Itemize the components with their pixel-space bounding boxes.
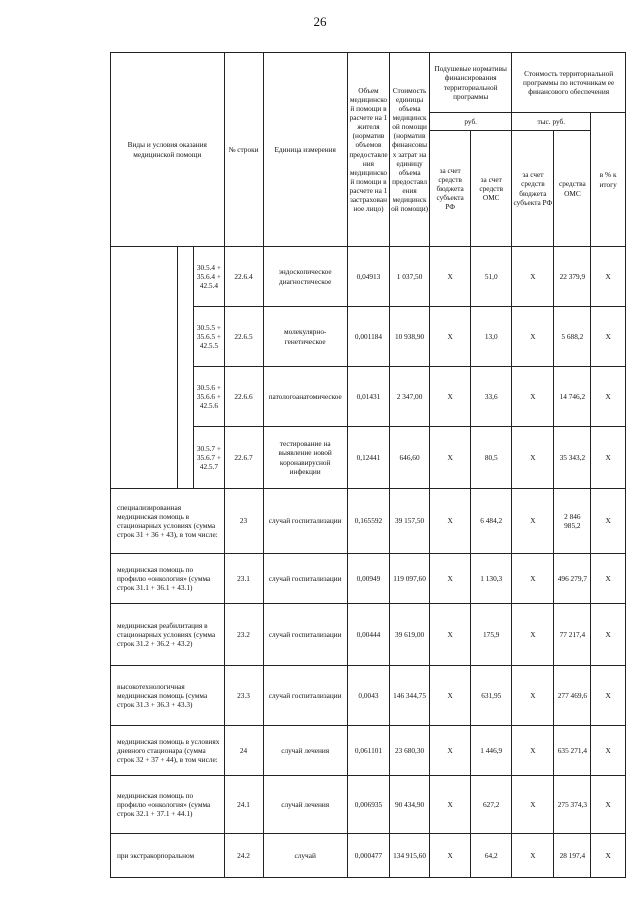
- header-cost-group: Стоимость территориальной программы по источникам ее финансового обеспечения: [512, 53, 626, 113]
- cost-oms: 635 271,4: [554, 726, 591, 776]
- row-number: 24.2: [224, 834, 263, 878]
- unit: тестирование на выявление новой коронавирусной инфекции: [263, 427, 347, 489]
- row-label: высокотехнологичная медицинская помощь (сумма строк 31.3 + 36.3 + 43.3): [111, 666, 225, 726]
- cost: 146 344,75: [390, 666, 430, 726]
- table-row: [111, 834, 626, 878]
- header-per-capita-group: Подушевые нормативы финансирования территориальной программы: [430, 53, 512, 113]
- cost-budget: X: [512, 554, 554, 604]
- pc-oms: 13,0: [471, 307, 512, 367]
- pc-budget: X: [430, 554, 471, 604]
- financing-table: [110, 52, 626, 878]
- row-number: 23: [224, 489, 263, 554]
- row-label: медицинская помощь по профилю «онкология» (сумма строк 31.1 + 36.1 + 43.1): [111, 554, 225, 604]
- pc-oms: 631,95: [471, 666, 512, 726]
- pc-oms: 627,2: [471, 776, 512, 834]
- percent: X: [591, 367, 626, 427]
- cost-budget: X: [512, 489, 554, 554]
- row-label: специализированная медицинская помощь в стационарных условиях (сумма строк 31 + 36 + 43), в том числе:: [111, 489, 225, 554]
- pc-budget: X: [430, 726, 471, 776]
- cost-budget: X: [512, 604, 554, 666]
- percent: X: [591, 427, 626, 489]
- unit: случай: [263, 834, 347, 878]
- pc-budget: X: [430, 247, 471, 307]
- percent: X: [591, 247, 626, 307]
- pc-budget: X: [430, 427, 471, 489]
- row-number: 22.6.5: [224, 307, 263, 367]
- percent: X: [591, 666, 626, 726]
- header-cost: Стоимость единицы объема медицинской помощи (норматив финансовых затрат на единицу объема предоставления медицинской помощи): [390, 53, 430, 247]
- cost-budget: X: [512, 834, 554, 878]
- cost-budget: X: [512, 776, 554, 834]
- header-unit: Единица измерения: [263, 53, 347, 247]
- cost-budget: X: [512, 427, 554, 489]
- cost: 23 680,30: [390, 726, 430, 776]
- cost-oms: 35 343,2: [554, 427, 591, 489]
- pc-budget: X: [430, 367, 471, 427]
- sum-lines: 30.5.5 + 35.6.5 + 42.5.5: [194, 307, 224, 367]
- pc-oms: 51,0: [471, 247, 512, 307]
- percent: X: [591, 776, 626, 834]
- cost-budget: X: [512, 726, 554, 776]
- volume: 0,12441: [347, 427, 389, 489]
- cost: 1 037,50: [390, 247, 430, 307]
- row-number: 22.6.4: [224, 247, 263, 307]
- sum-lines: 30.5.6 + 35.6.6 + 42.5.6: [194, 367, 224, 427]
- percent: X: [591, 604, 626, 666]
- header-pc-oms: за счет средств ОМС: [471, 131, 512, 247]
- cost-oms: 5 688,2: [554, 307, 591, 367]
- row-label: медицинская помощь по профилю «онкология» (сумма строк 32.1 + 37.1 + 44.1): [111, 776, 225, 834]
- header-pc-budget: за счет средств бюджета субъекта РФ: [430, 131, 471, 247]
- pc-oms: 1 130,3: [471, 554, 512, 604]
- header-rub: руб.: [430, 113, 512, 131]
- cost-oms: 275 374,3: [554, 776, 591, 834]
- row-number: 22.6.7: [224, 427, 263, 489]
- row-number: 24.1: [224, 776, 263, 834]
- pc-budget: X: [430, 776, 471, 834]
- volume: 0,061101: [347, 726, 389, 776]
- unit: патологоанатомическое: [263, 367, 347, 427]
- table-row: [111, 554, 626, 604]
- row-number: 24: [224, 726, 263, 776]
- pc-budget: X: [430, 489, 471, 554]
- pc-budget: X: [430, 834, 471, 878]
- cost: 134 915,60: [390, 834, 430, 878]
- cost-oms: 277 469,6: [554, 666, 591, 726]
- header-cost-budget: за счет средств бюджета субъекта РФ: [512, 131, 554, 247]
- header-cost-oms: средства ОМС: [554, 131, 591, 247]
- volume: 0,04913: [347, 247, 389, 307]
- sum-lines: 30.5.4 + 35.6.4 + 42.5.4: [194, 247, 224, 307]
- row-label: медицинская реабилитация в стационарных условиях (сумма строк 31.2 + 36.2 + 43.2): [111, 604, 225, 666]
- percent: X: [591, 489, 626, 554]
- cost-budget: X: [512, 367, 554, 427]
- cost-budget: X: [512, 247, 554, 307]
- pc-oms: 64,2: [471, 834, 512, 878]
- row-number: 23.1: [224, 554, 263, 604]
- unit: случай госпитализации: [263, 489, 347, 554]
- pc-budget: X: [430, 307, 471, 367]
- cost-oms: 496 279,7: [554, 554, 591, 604]
- unit: случай лечения: [263, 726, 347, 776]
- table-row: [111, 776, 626, 834]
- cost: 90 434,90: [390, 776, 430, 834]
- cost-oms: 77 217,4: [554, 604, 591, 666]
- row-label: медицинская помощь в условиях дневного стационара (сумма строк 32 + 37 + 44), в том числе:: [111, 726, 225, 776]
- header-row-number: № строки: [224, 53, 263, 247]
- header-volume: Объем медицинской помощи в расчете на 1 жителя (норматив объемов предоставления медицинской помощи в расчете на 1 застрахованное лицо): [347, 53, 389, 247]
- cost: 646,60: [390, 427, 430, 489]
- table-row: [111, 666, 626, 726]
- unit: случай госпитализации: [263, 666, 347, 726]
- row-number: 23.3: [224, 666, 263, 726]
- unit: эндоскопическое диагностическое: [263, 247, 347, 307]
- row-label: при экстракорпоральном: [111, 834, 225, 878]
- volume: 0,00444: [347, 604, 389, 666]
- cost: 2 347,00: [390, 367, 430, 427]
- unit: случай лечения: [263, 776, 347, 834]
- volume: 0,0043: [347, 666, 389, 726]
- indent-cell: [111, 247, 178, 489]
- pc-oms: 33,6: [471, 367, 512, 427]
- percent: X: [591, 726, 626, 776]
- unit: молекулярно-генетическое: [263, 307, 347, 367]
- cost-oms: 22 379,9: [554, 247, 591, 307]
- cost-budget: X: [512, 307, 554, 367]
- volume: 0,006935: [347, 776, 389, 834]
- table-row: [111, 489, 626, 554]
- cost: 10 938,90: [390, 307, 430, 367]
- unit: случай госпитализации: [263, 604, 347, 666]
- row-number: 22.6.6: [224, 367, 263, 427]
- volume: 0,001184: [347, 307, 389, 367]
- volume: 0,01431: [347, 367, 389, 427]
- volume: 0,165592: [347, 489, 389, 554]
- indent-cell: [178, 247, 194, 489]
- pc-oms: 80,5: [471, 427, 512, 489]
- cost: 39 619,00: [390, 604, 430, 666]
- header-percent-total: в % к итогу: [591, 113, 626, 247]
- cost: 39 157,50: [390, 489, 430, 554]
- cost-budget: X: [512, 666, 554, 726]
- pc-budget: X: [430, 604, 471, 666]
- cost-oms: 14 746,2: [554, 367, 591, 427]
- header-thousand-rub: тыс. руб.: [512, 113, 591, 131]
- unit: случай госпитализации: [263, 554, 347, 604]
- volume: 0,000477: [347, 834, 389, 878]
- pc-budget: X: [430, 666, 471, 726]
- volume: 0,00949: [347, 554, 389, 604]
- pc-oms: 1 446,9: [471, 726, 512, 776]
- table-row: [111, 604, 626, 666]
- pc-oms: 6 484,2: [471, 489, 512, 554]
- page-number: 26: [313, 14, 327, 29]
- table-row: [111, 247, 626, 307]
- percent: X: [591, 307, 626, 367]
- cost-oms: 2 846 985,2: [554, 489, 591, 554]
- percent: X: [591, 554, 626, 604]
- header-type: Виды и условия оказания медицинской помощи: [111, 53, 225, 247]
- cost: 119 097,60: [390, 554, 430, 604]
- sum-lines: 30.5.7 + 35.6.7 + 42.5.7: [194, 427, 224, 489]
- pc-oms: 175,9: [471, 604, 512, 666]
- cost-oms: 28 197,4: [554, 834, 591, 878]
- table-row: [111, 726, 626, 776]
- percent: X: [591, 834, 626, 878]
- row-number: 23.2: [224, 604, 263, 666]
